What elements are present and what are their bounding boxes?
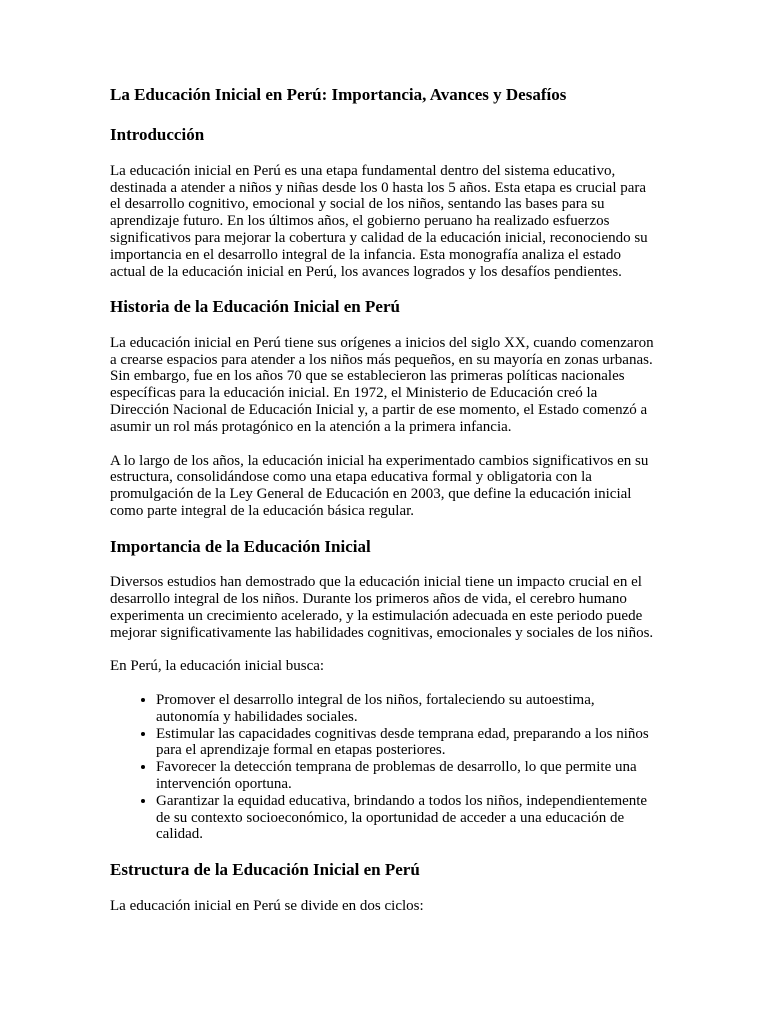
paragraph: A lo largo de los años, la educación inicial ha experimentado cambios significativos en su estructura, consolidándose como una etapa educativa formal y obligatoria con la promulgación de la Ley General de Educación en 2003, que define la educación inicial como parte integral de la educación básica regular. <box>110 452 649 519</box>
paragraph: La educación inicial en Perú tiene sus orígenes a inicios del siglo XX, cuando comenzaron a crearse espacios para atender a los niños más pequeños, en su mayoría en zonas urbanas. Sin embargo, fue en los años 70 que se establecieron las primeras políticas nacionales específicas para la educación inicial. En 1972, el Ministerio de Educación creó la Dirección Nacional de Educación Inicial y, a partir de ese momento, el Estado comenzó a asumir un rol más protagónico en la atención a la primera infancia. <box>110 334 654 435</box>
list-item: • Garantizar la equidad educativa, brindando a todos los niños, independientemente de su contexto socioeconómico, la oportunidad de acceder a una educación de calidad. <box>156 793 658 843</box>
section-heading-introduccion: Introducción <box>110 125 205 145</box>
paragraph: Diversos estudios han demostrado que la educación inicial tiene un impacto crucial en el desarrollo integral de los niños. Durante los primeros años de vida, el cerebro humano experimenta un crecimiento acelerado, y la estimulación adecuada en este periodo puede mejorar significativamente las habilidades cognitivas, emocionales y sociales de los niños. <box>110 574 654 641</box>
document-title: La Educación Inicial en Perú: Importancia, Avances y Desafíos <box>110 85 567 104</box>
bullet-list <box>110 692 658 843</box>
section-heading-historia: Historia de la Educación Inicial en Perú <box>110 297 400 317</box>
list-item: • Estimular las capacidades cognitivas desde temprana edad, preparando a los niños para el aprendizaje formal en etapas posteriores. <box>156 726 658 760</box>
list-item: • Favorecer la detección temprana de problemas de desarrollo, lo que permite una intervención oportuna. <box>156 759 658 793</box>
list-item: • Promover el desarrollo integral de los niños, fortaleciendo su autoestima, autonomía y habilidades sociales. <box>156 692 658 726</box>
paragraph: La educación inicial en Perú es una etapa fundamental dentro del sistema educativo, destinada a atender a niños y niñas desde los 0 hasta los 5 años. Esta etapa es crucial para el desarrollo cognitivo, emocional y social de los niños, sentando las bases para su aprendizaje futuro. En los últimos años, el gobierno peruano ha realizado esfuerzos significativos para mejorar la cobertura y calidad de la educación inicial, reconociendo su importancia en el desarrollo integral de la infancia. Esta monografía analiza el estado actual de la educación inicial en Perú, los avances logrados y los desafíos pendientes. <box>110 162 648 280</box>
section-heading-estructura: Estructura de la Educación Inicial en Perú <box>110 860 420 880</box>
paragraph: En Perú, la educación inicial busca: <box>110 658 325 675</box>
paragraph: La educación inicial en Perú se divide en dos ciclos: <box>110 897 424 914</box>
section-heading-importancia: Importancia de la Educación Inicial <box>110 536 371 556</box>
